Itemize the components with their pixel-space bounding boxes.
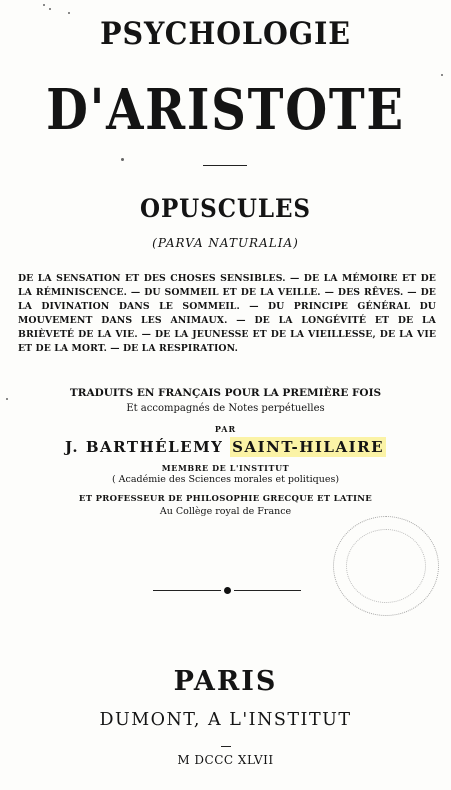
paper-speck <box>121 158 124 161</box>
ornament-rule-left <box>153 590 221 591</box>
library-stamp <box>333 516 439 616</box>
imprint-year: M DCCC XLVII <box>177 753 274 767</box>
paper-speck <box>43 4 45 6</box>
by-label: PAR <box>214 424 237 434</box>
paper-speck <box>441 74 443 76</box>
notes-line: Et accompagnés de Notes perpétuelles <box>126 403 325 414</box>
imprint-publisher: DUMONT, A L'INSTITUT <box>99 710 352 730</box>
college-line: Au Collège royal de France <box>159 506 292 517</box>
academy-line: ( Académie des Sciences morales et politiques) <box>111 474 340 485</box>
library-stamp-inner <box>346 529 426 603</box>
title-line-2: D'ARISTOTE <box>46 77 405 143</box>
paper-speck <box>49 8 51 10</box>
subtitle-latin: (PARVA NATURALIA) <box>152 236 299 250</box>
author-last-name: SAINT-HILAIRE <box>232 438 385 456</box>
subtitle: OPUSCULES <box>140 194 311 223</box>
professor-line: ET PROFESSEUR DE PHILOSOPHIE GRECQUE ET LATINE <box>78 494 373 504</box>
imprint-rule <box>221 746 231 747</box>
translation-line: TRADUITS EN FRANÇAIS POUR LA PREMIÈRE FOIS <box>69 387 382 399</box>
ornament-rule-right <box>234 590 301 591</box>
divider-rule <box>203 165 247 166</box>
paper-speck <box>6 398 8 400</box>
imprint-city: PARIS <box>173 666 278 697</box>
author-name <box>0 438 451 456</box>
contents-list: DE LA SENSATION ET DES CHOSES SENSIBLES. — DE LA MÉMOIRE ET DE LA RÉMINISCENCE. — DU SOMMEIL ET DE LA VEILLE. — DES RÊVES. — DE LA DIVINATION DANS LE SOMMEIL. — DU PRINCIPE GÉNÉRAL DU MOUVEMENT DANS LES ANIMAUX. — DE LA LONGÉVITÉ ET DE LA BRIÈVETÉ DE LA VIE. — DE LA JEUNESSE ET DE LA VIEILLESSE, DE LA VIE ET DE LA MORT. — DE LA RESPIRATION. <box>18 273 436 354</box>
title-line-1: PSYCHOLOGIE <box>100 16 351 52</box>
paper-speck <box>68 12 70 14</box>
membership-line: MEMBRE DE L'INSTITUT <box>161 463 290 473</box>
ornament-dot <box>224 587 231 594</box>
author-first-name: J. BARTHÉLEMY <box>64 438 224 456</box>
